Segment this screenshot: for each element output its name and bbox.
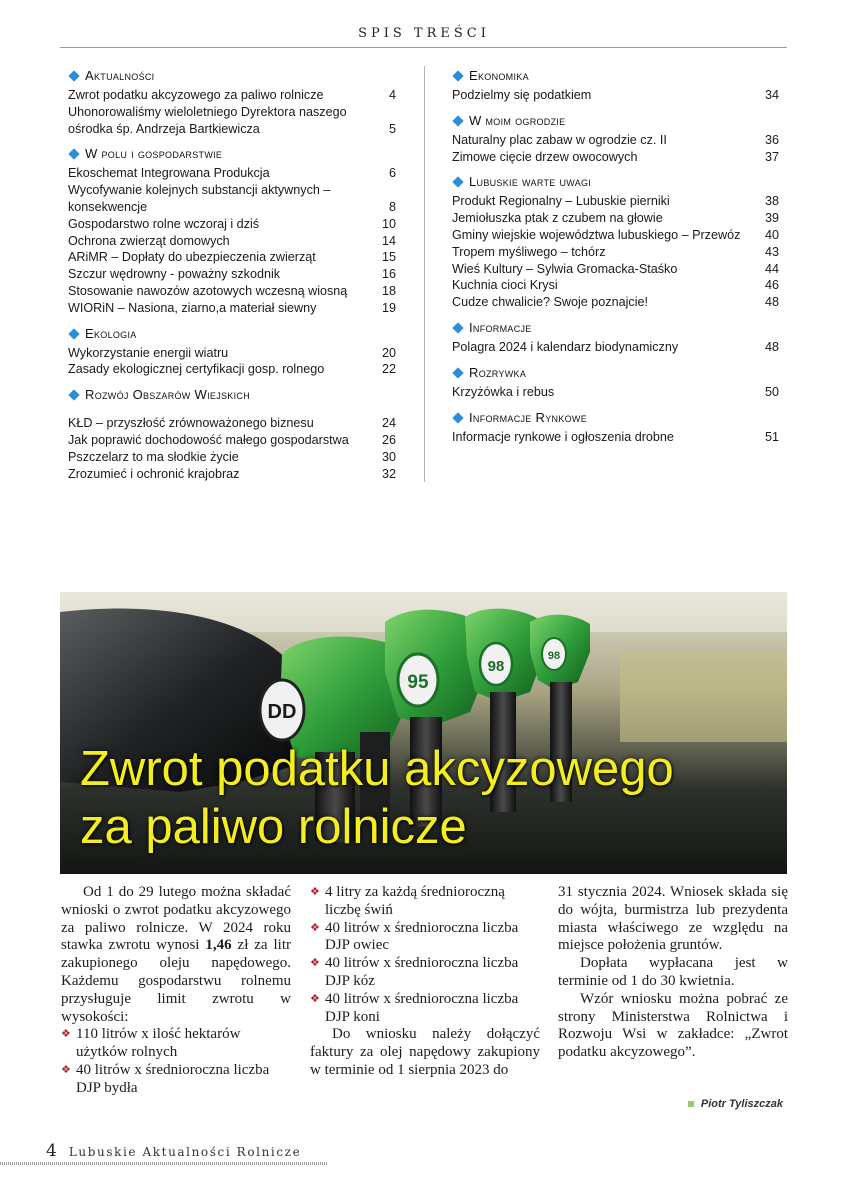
toc-entry-page: 6 — [388, 166, 396, 181]
toc-entry-title: Krzyżówka i rebus — [452, 384, 555, 399]
toc-entry[interactable] — [68, 104, 396, 138]
toc-entry-page: 44 — [764, 261, 779, 276]
section-header: SPIS TREŚCI — [358, 26, 490, 41]
toc-entry-page: 48 — [764, 339, 779, 354]
toc-section — [68, 386, 396, 482]
toc-entry-title: Tropem myśliwego – tchórz — [452, 244, 606, 259]
toc-entry[interactable] — [68, 466, 396, 483]
article-paragraph-invoices-cont: 31 stycznia 2024. Wniosek składa się do wójta, burmistrza lub prezydenta miasta właściwego ze względu na miejsce położenia gruntów. — [558, 884, 788, 954]
toc-entry[interactable] — [452, 339, 779, 356]
page-footer — [46, 1141, 301, 1161]
bullet-marker-icon: ❖ — [61, 1028, 71, 1041]
footer-rule — [0, 1162, 327, 1165]
toc-entry-title: Wykorzystanie energii wiatru — [68, 345, 229, 360]
article-author: Piotr Tyliszczak — [688, 1098, 783, 1110]
toc-entry-title: Ochrona zwierząt domowych — [68, 233, 230, 248]
article-title-line-2: za paliwo rolnicze — [80, 800, 467, 854]
toc-entry-title: Kuchnia cioci Krysi — [452, 278, 558, 293]
toc-section — [452, 112, 779, 166]
toc-entry-title: Zwrot podatku akcyzowego za paliwo rolnicze — [68, 88, 324, 102]
bullet-marker-icon: ❖ — [310, 992, 320, 1005]
toc-entry-page: 15 — [381, 250, 396, 265]
toc-entry-title: Jemiołuszka ptak z czubem na głowie — [452, 211, 663, 226]
bullet-item: ❖ 110 litrów x ilość hektarów użytków rolnych — [61, 1026, 241, 1061]
toc-entry-page: 20 — [381, 345, 396, 360]
toc-entry-title: Zasady ekologicznej certyfikacji gosp. rolnego — [68, 362, 325, 377]
article-column-2 — [310, 884, 540, 1080]
nozzle-label-1: DD — [267, 701, 297, 723]
toc-entry-title: Zrozumieć i ochronić krajobraz — [68, 466, 240, 481]
diamond-bullet-icon — [452, 367, 463, 378]
toc-entry-title: Wieś Kultury – Sylwia Gromacka-Staśko — [452, 261, 678, 276]
toc-entry-page: 50 — [764, 384, 779, 399]
header-rule — [60, 47, 787, 48]
toc-entry[interactable] — [68, 415, 396, 432]
diamond-bullet-icon — [452, 177, 463, 188]
toc-column-divider — [424, 66, 425, 482]
toc-entry-title: Polagra 2024 i kalendarz biodynamiczny — [452, 339, 679, 354]
diamond-bullet-icon — [452, 322, 463, 333]
toc-entry[interactable] — [68, 345, 396, 362]
toc-entry-title: Cudze chwalicie? Swoje poznajcie! — [452, 295, 649, 310]
toc-entry-page: 43 — [764, 244, 779, 259]
bullet-item: ❖ 4 litry za każdą średnioroczną liczbę świń — [310, 884, 505, 918]
toc-entry-page: 24 — [381, 416, 396, 431]
toc-section-title: Rozrywka — [452, 364, 779, 382]
toc-entry-page: 22 — [381, 362, 396, 377]
toc-section-title: Ekonomika — [452, 67, 779, 85]
toc-entry[interactable] — [452, 429, 779, 446]
toc-entry[interactable] — [452, 227, 779, 244]
toc-entry[interactable] — [68, 233, 396, 250]
article-paragraph-form: Wzór wniosku można pobrać ze strony Ministerstwa Rolnictwa i Rozwoju Wsi w zakładce: „Zwrot podatku akcyzowego”. — [558, 990, 788, 1061]
article-column-1 — [61, 884, 291, 1098]
toc-entry[interactable] — [452, 277, 779, 294]
toc-entry-title: WIORiN – Nasiona, ziarno,a materiał siewny — [68, 300, 317, 315]
toc-section — [452, 173, 779, 311]
author-marker-icon — [688, 1101, 694, 1107]
article-title-line-1: Zwrot podatku akcyzowego — [80, 742, 674, 796]
toc-entry-page: 39 — [764, 211, 779, 226]
diamond-bullet-icon — [68, 149, 79, 160]
bullet-marker-icon: ❖ — [310, 957, 320, 970]
toc-left-column — [68, 67, 396, 490]
magazine-name: Lubuskie Aktualności Rolnicze — [68, 1145, 302, 1159]
bullet-marker-icon: ❖ — [310, 921, 320, 934]
toc-entry-page: 16 — [381, 267, 396, 282]
toc-entry-title: Pszczelarz to ma słodkie życie — [68, 449, 239, 464]
toc-entry-page: 10 — [381, 216, 396, 231]
toc-entry-title: Informacje rynkowe i ogłoszenia drobne — [452, 429, 674, 444]
toc-section-title: W moim ogrodzie — [452, 112, 779, 130]
toc-entry-title: Zimowe cięcie drzew owocowych — [452, 149, 638, 164]
article-title — [80, 740, 780, 856]
toc-entry[interactable] — [452, 261, 779, 278]
diamond-bullet-icon — [68, 328, 79, 339]
toc-entry[interactable] — [68, 249, 396, 266]
article-column-3 — [558, 884, 788, 1062]
toc-entry-page: 46 — [764, 278, 779, 293]
toc-entry-title: ARiMR – Dopłaty do ubezpieczenia zwierząt — [68, 250, 316, 265]
toc-entry[interactable] — [68, 300, 396, 317]
toc-section-title: W polu i gospodarstwie — [68, 145, 396, 163]
toc-entry[interactable] — [452, 149, 779, 166]
bullet-marker-icon: ❖ — [61, 1063, 71, 1076]
toc-entry-page: 4 — [388, 88, 396, 102]
toc-section-title: Lubuskie warte uwagi — [452, 173, 779, 191]
toc-entry-page: 32 — [381, 466, 396, 481]
nozzle-label-3: 98 — [487, 658, 505, 675]
toc-section — [452, 319, 779, 356]
toc-entry[interactable] — [68, 449, 396, 466]
toc-entry-title: Gminy wiejskie województwa lubuskiego – Przewóz — [452, 227, 741, 242]
toc-entry-page: 38 — [764, 194, 779, 209]
diamond-bullet-icon — [452, 115, 463, 126]
diamond-bullet-icon — [452, 70, 463, 81]
toc-entry[interactable] — [452, 193, 779, 210]
toc-section-title: Rozwój Obszarów Wiejskich — [68, 386, 396, 404]
toc-entry-title: Wycofywanie kolejnych substancji aktywnych – konsekwencje — [68, 183, 331, 214]
toc-section-title: Informacje Rynkowe — [452, 409, 779, 427]
toc-entry[interactable] — [68, 266, 396, 283]
toc-entry-page: 30 — [381, 449, 396, 464]
toc-section-title: Informacje — [452, 319, 779, 337]
toc-entry-page: 51 — [764, 429, 779, 444]
toc-entry[interactable] — [452, 384, 779, 401]
toc-entry[interactable] — [452, 244, 779, 261]
nozzle-label-4: 98 — [547, 650, 561, 662]
toc-right-column — [452, 67, 779, 453]
toc-entry-title: Naturalny plac zabaw w ogrodzie cz. II — [452, 132, 667, 147]
toc-entry[interactable] — [68, 165, 396, 182]
article-paragraph-intro: Od 1 do 29 lutego można składać wnioski o zwrot podatku akcyzowego za paliwo rolnicze. W 2024 roku stawka zwrotu wynosi 1,46 zł za litr zakupionego oleju napędowego. Każdemu gospodarstwu rolnemu przysługuje limit zwrotu w wysokości: — [61, 884, 291, 1025]
toc-entry[interactable] — [68, 87, 396, 104]
toc-entry[interactable] — [68, 361, 396, 378]
toc-entry[interactable] — [452, 210, 779, 227]
toc-entry-title: KŁD – przyszłość zrównoważonego biznesu — [68, 416, 314, 431]
nozzle-label-2: 95 — [407, 672, 429, 693]
refund-rate: 1,46 — [205, 937, 232, 954]
toc-entry-title: Ekoschemat Integrowana Produkcja — [68, 166, 270, 181]
toc-entry[interactable] — [68, 182, 396, 216]
toc-section — [452, 67, 779, 104]
diamond-bullet-icon — [68, 70, 79, 81]
bullet-item: ❖ 40 litrów x średnioroczna liczba DJP owiec — [310, 919, 519, 954]
toc-section — [68, 325, 396, 379]
toc-section — [452, 409, 779, 446]
toc-entry-page: 19 — [381, 300, 396, 315]
toc-entry-page: 8 — [388, 199, 396, 214]
article-paragraph-invoices: Do wniosku należy dołączyć faktury za olej napędowy zakupiony w terminie od 1 sierpnia 2023 do — [310, 1026, 540, 1078]
toc-entry[interactable] — [452, 132, 779, 149]
toc-entry[interactable] — [68, 216, 396, 233]
article-paragraph-payment: Dopłata wypłacana jest w terminie od 1 do 30 kwietnia. — [558, 955, 788, 989]
toc-entry-title: Uhonorowaliśmy wieloletniego Dyrektora naszego ośrodka śp. Andrzeja Bartkiewicza — [68, 104, 347, 136]
bullet-item: ❖ 40 litrów x średnioroczna liczba DJP koni — [310, 990, 519, 1025]
toc-entry-title: Gospodarstwo rolne wczoraj i dziś — [68, 216, 260, 231]
toc-entry-title: Produkt Regionalny – Lubuskie pierniki — [452, 194, 670, 209]
diamond-bullet-icon — [68, 389, 79, 400]
toc-section — [68, 145, 396, 316]
bullet-item: ❖ 40 litrów x średnioroczna liczba DJP kóz — [310, 955, 519, 989]
toc-entry-title: Jak poprawić dochodowość małego gospodarstwa — [68, 432, 349, 447]
toc-entry-page: 14 — [381, 233, 396, 248]
page-number: 4 — [46, 1141, 57, 1161]
diamond-bullet-icon — [452, 412, 463, 423]
toc-entry-title: Szczur wędrowny - poważny szkodnik — [68, 267, 281, 282]
toc-entry-page: 48 — [764, 295, 779, 310]
toc-entry-page: 5 — [388, 121, 396, 136]
toc-entry-page: 26 — [381, 432, 396, 447]
bullet-marker-icon: ❖ — [310, 886, 320, 898]
toc-entry-page: 40 — [764, 227, 779, 242]
toc-entry-page: 36 — [764, 132, 779, 147]
toc-entry-page: 34 — [764, 88, 779, 102]
toc-entry[interactable] — [452, 87, 779, 104]
hero-image — [60, 592, 787, 874]
toc-section-title: Ekologia — [68, 325, 396, 343]
toc-entry[interactable] — [68, 432, 396, 449]
spacer — [68, 406, 396, 415]
toc-entry[interactable] — [452, 294, 779, 311]
toc-section — [68, 67, 396, 137]
toc-entry[interactable] — [68, 283, 396, 300]
toc-section — [452, 364, 779, 401]
toc-entry-page: 37 — [764, 149, 779, 164]
toc-entry-title: Podzielmy się podatkiem — [452, 88, 592, 102]
toc-entry-page: 18 — [381, 283, 396, 298]
bullet-item: ❖ 40 litrów x średnioroczna liczba DJP bydła — [61, 1061, 270, 1096]
toc-entry-title: Stosowanie nawozów azotowych wczesną wiosną — [68, 283, 348, 298]
toc-section-title: Aktualności — [68, 67, 396, 85]
